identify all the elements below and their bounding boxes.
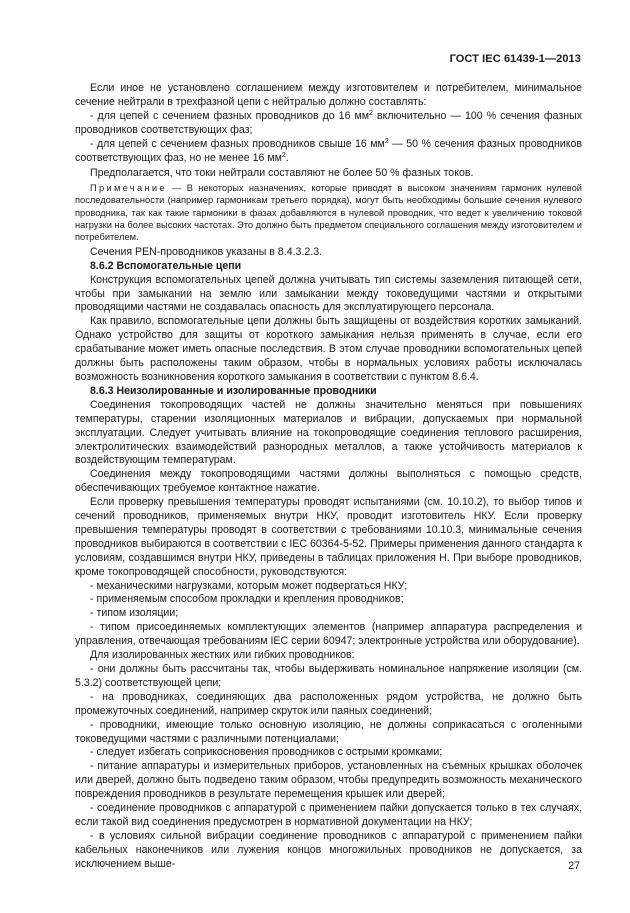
list-item: - проводники, имеющие только основную изоляцию, не должны соприкасаться с оголенными токоведущими частями с различными потенциалами; <box>75 718 582 745</box>
list-item: - следует избегать соприкосновения проводников с острыми кромками; <box>90 746 443 759</box>
list-item: - применяемым способом прокладки и крепления проводников; <box>90 593 404 606</box>
paragraph: Как правило, вспомогательные цепи должны быть защищены от воздействия коротких замыканий. Однако устройство для защиты от короткого замыкания нельзя применять в случае, если его срабатывание может иметь опасные последствия. В этом случае проводники вспомогательных цепей должны быть расположены таким образом, чтобы в нормальных условиях работы исключалась возможность возникновения короткого замыкания в соответствии с пунктом 8.6.4. <box>75 315 582 383</box>
superscript: 2 <box>281 151 286 159</box>
list-item: - соединение проводников с аппаратурой с применением пайки допускается только в тех случаях, если такой вид соединения предусмотрен в нормативной документации на НКУ; <box>75 802 582 828</box>
superscript: 2 <box>384 137 389 145</box>
paragraph: Предполагается, что токи нейтрали составляют не более 50 % фазных токов. <box>90 167 474 180</box>
paragraph: Сечения PEN-проводников указаны в 8.4.3.2.3. <box>90 245 323 258</box>
note-label: Примечание <box>90 183 167 194</box>
page-number: 27 <box>568 860 580 872</box>
list-item: - типом присоединяемых комплектующих элементов (например аппаратура распределения и управления, отвечающая требованиям IEC серии 60947; электронные устройства или оборудование). <box>75 621 582 648</box>
list-item: - типом изоляции; <box>90 607 179 620</box>
list-item: - питание аппаратуры и измерительных приборов, установленных на съемных крышках оболочек или дверей, должно быть подведено таким образом, чтобы предупредить возможность механического повреждения проводников в результате перемещения крышек или дверей; <box>75 760 582 801</box>
paragraph: Если иное не установлено соглашением между изготовителем и потребителем, минимальное сечение нейтрали в трехфазной цепи с нейтралью должно составлять: <box>75 82 582 108</box>
list-item: - для цепей с сечением фазных проводников до 16 $мм^2$ включительно — 100 % сечения фазных проводников соответствующих фаз; <box>75 109 582 136</box>
list-item: - для цепей с сечением фазных проводников свыше 16 $мм^2$ — 50 % сечения фазных проводников соответствующих фаз, но не менее 16 $мм^2$. <box>75 137 582 164</box>
paragraph: Если проверку превышения температуры проводят испытаниями (см. 10.10.2), то выбор типов и сечений проводников, применяемых внутри НКУ, проводит изготовитель НКУ. Если проверку превышения температуры проводят в соответствии с требованиями 10.10.3, минимальные сечения проводников выбираются в соответствии с IEC 60364-5-52. Примеры применения данного стандарта к условиям, создавшимся внутри НКУ, приведены в таблицах приложения Н. При выборе проводников, кроме токопроводящей способности, руководствуются: <box>75 496 582 578</box>
standard-header: ГОСТ IEC 61439-1—2013 <box>449 53 581 65</box>
list-item: - они должны быть рассчитаны так, чтобы выдерживать номинальное напряжение изоляции (см. 5.3.2) соответствующей цепи; <box>75 663 582 689</box>
paragraph: Соединения токопроводящих частей не должны значительно меняться при повышениях температуры, старении изоляционных материалов и вибрации, допускаемых при нормальной эксплуатации. Следует учитывать влияние на токопроводящие соединения теплового расширения, электролитических взаимодействий разнородных металлов, а также устойчивость материалов к воздействующим температурам. <box>75 398 582 467</box>
superscript: 2 <box>369 109 373 117</box>
list-item: - на проводниках, соединяющих два расположенных рядом устройства, не должно быть промежуточных соединений, например скруток или паяных соединений; <box>75 690 582 717</box>
section-heading: 8.6.3 Неизолированные и изолированные проводники <box>90 384 377 397</box>
paragraph: Соединения между токопроводящими частями должны выполняться с помощью средств, обеспечивающих требуемое контактное нажатие. <box>75 468 582 495</box>
document-body <box>75 82 582 872</box>
paragraph: Для изолированных жестких или гибких проводников: <box>90 649 355 662</box>
note: Примечание — В некоторых назначениях, которые приводят в высоком значениям гармоник нулевой последовательности (например гармоникам третьего порядка), могут быть необходимы большие сечения нулевого проводника, так как такие гармоники в фазах добавляются в нулевой проводник, что ведет к увеличению токовой нагрузки на более высоких частотах. Это должно быть предметом специального соглашения между изготовителем и потребителем. <box>75 183 582 242</box>
list-item: - механическими нагрузками, которым может подвергаться НКУ; <box>90 579 408 592</box>
paragraph: Конструкция вспомогательных цепей должна учитывать тип системы заземления питающей сети, чтобы при замыкании на землю или замыкании между токоведущими частями и открытыми проводящими частями не создавалась опасность для эксплуатирующего персонала. <box>75 273 582 314</box>
list-item: - в условиях сильной вибрации соединение проводников с аппаратурой с применением пайки кабельных наконечников или лужения концов многожильных проводников не допускается, за исключением выше- <box>75 829 582 870</box>
section-heading: 8.6.2 Вспомогательные цепи <box>90 259 242 272</box>
